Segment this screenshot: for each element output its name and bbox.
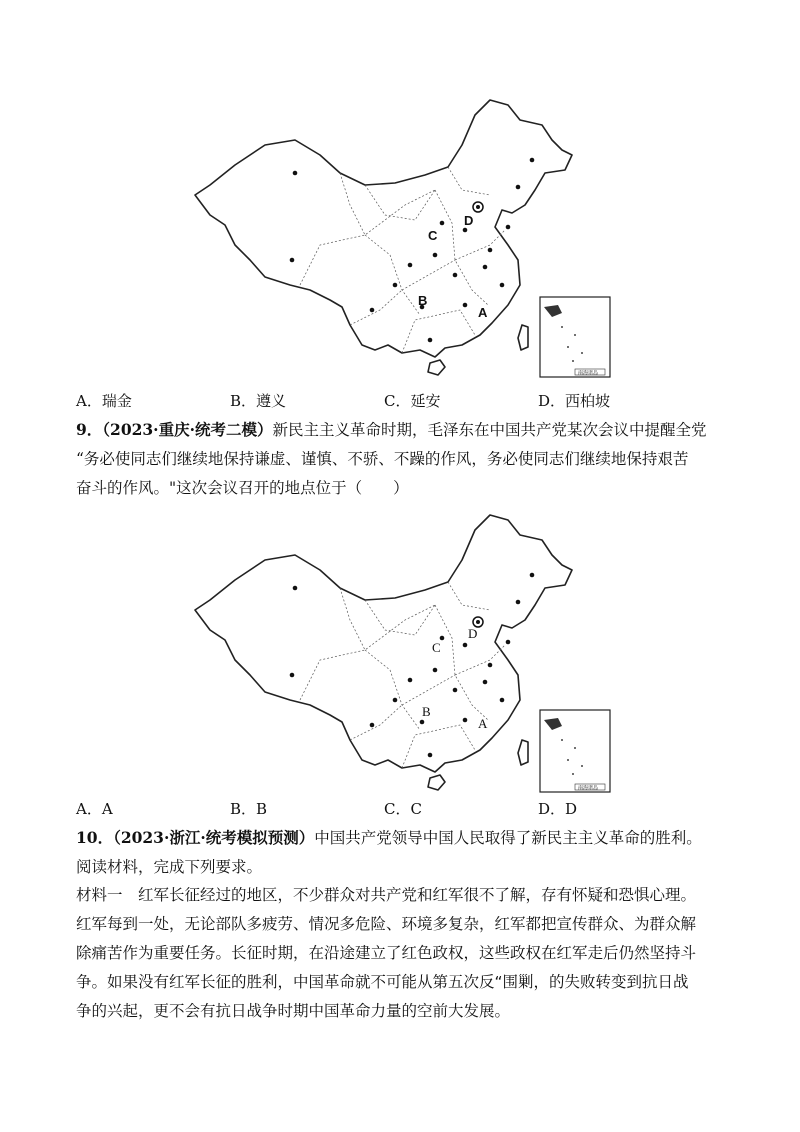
q9-option-b[interactable]: B．B [230,800,268,818]
inset-caption: 南海诸岛 [578,785,599,792]
map-label-a: A [478,305,488,320]
material-line-5: 争的兴起，更不会有抗日战争时期中国革命力量的空前大发展。 [76,1002,511,1020]
map-label-c: C [428,228,438,243]
q9-option-c[interactable]: C．C [384,800,422,818]
q10-source: （2023·浙江·统考模拟预测） [113,828,315,847]
material-line-1: 材料一 红军长征经过的地区，不少群众对共产党和红军很不了解，存有怀疑和恐惧心理。 [76,886,697,904]
q8-options [76,390,716,414]
hainan-island [428,775,445,790]
material-line-2: 红军每到一处，无论部队多疲劳、情况多危险、环境多复杂，红军都把宣传群众、为群众解 [76,915,697,933]
q9-options [76,798,716,822]
china-map-q9 [190,510,620,800]
question-10 [76,823,736,882]
material-line-4: 争。如果没有红军长征的胜利，中国革命就不可能从第五次反“围剿，的失败转变到抗日战 [76,973,689,991]
q8-option-b[interactable]: B．遵义 [230,392,287,410]
q10-material-1 [76,881,736,1026]
map-label-a: A [478,716,488,731]
taiwan-island [518,740,528,765]
china-outline [195,100,572,357]
q10-stem-1: 中国共产党领导中国人民取得了新民主主义革命的胜利。 [314,829,702,847]
map-label-b: B [418,293,428,308]
map-label-b: B [422,704,431,719]
q10-line-1 [76,823,736,853]
taiwan-island [518,325,528,350]
inset-caption: 南海诸岛 [578,370,599,377]
material-line-3: 除痛苦作为重要任务。长征时期，在沿途建立了红色政权，这些政权在红军走后仍然坚持斗 [76,944,697,962]
q9-stem-2: “务必使同志们继续地保持谦虚、谨慎、不骄、不躁的作风，务必使同志们继续地保持艰苦 [76,450,689,468]
hainan-island [428,360,445,375]
china-outline [195,515,572,772]
map-label-c: C [432,640,441,655]
question-9 [76,415,736,503]
q8-option-d[interactable]: D．西柏坡 [538,392,611,410]
q9-option-d[interactable]: D．D [538,800,578,818]
q8-option-a[interactable]: A．瑞金 [76,392,132,410]
q10-stem-2: 阅读材料，完成下列要求。 [76,858,263,876]
q9-option-a[interactable]: A．A [76,800,113,818]
map-label-d: D [468,626,478,641]
q10-number: 10． [76,828,114,847]
q9-number: 9． [76,420,103,439]
q9-stem-3: 奋斗的作风。"这次会议召开的地点位于（ ） [76,479,409,497]
china-map-q8 [190,95,620,385]
q8-option-c[interactable]: C．延安 [384,392,441,410]
q9-stem-1: 新民主主义革命时期，毛泽东在中国共产党某次会议中提醒全党 [272,421,707,439]
q9-line-1 [76,415,736,445]
q9-source: （2023·重庆·统考二模） [102,420,273,439]
map-label-d: D [464,213,474,228]
